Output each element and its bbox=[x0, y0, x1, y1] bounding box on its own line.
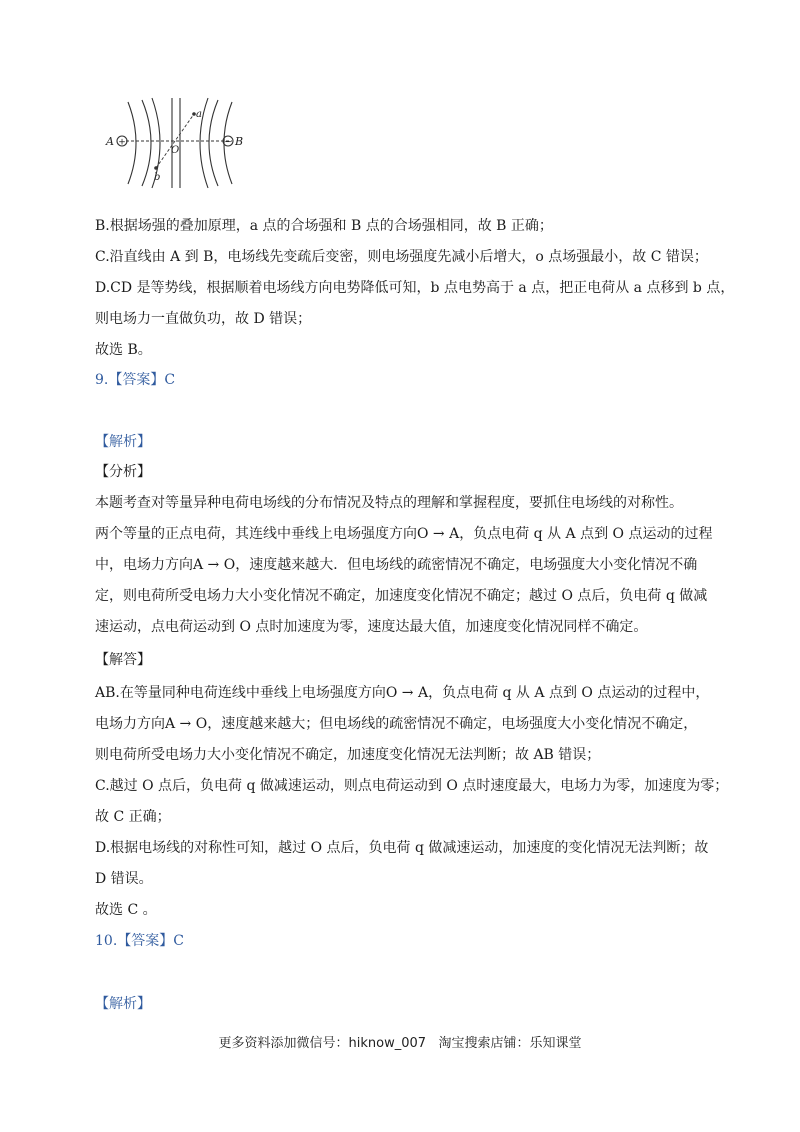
jieda-heading: 【解答】 bbox=[95, 652, 151, 668]
text-line: C.沿直线由 A 到 B，电场线先变疏后变密，则电场强度先减小后增大，o 点场强最小，故 C 错误； bbox=[95, 249, 708, 265]
text-line: 电场力方向A → O，速度越来越大；但电场线的疏密情况不确定，电场强度大小变化情况不确定， bbox=[95, 716, 698, 732]
text-line: 则电场力一直做负功，故 D 错误； bbox=[95, 311, 312, 327]
text-line: 故选 C 。 bbox=[95, 902, 157, 918]
text-line: 中，电场力方向A → O，速度越来越大．但电场线的疏密情况不确定，电场强度大小变化情况不确 bbox=[95, 557, 698, 573]
text-line: D.根据电场线的对称性可知，越过 O 点后，负电荷 q 做减速运动，加速度的变化情况无法判断；故 bbox=[95, 840, 709, 856]
footer-ad: 更多资料添加微信号：hiknow_007 淘宝搜索店铺：乐知课堂 bbox=[218, 1036, 582, 1051]
field-line bbox=[128, 102, 136, 184]
text-line: 故 C 正确； bbox=[95, 809, 171, 825]
text-line: AB.在等量同种电荷连线中垂线上电场强度方向O → A，负点电荷 q 从 A 点到 O 点运动的过程中， bbox=[95, 685, 710, 701]
answer-heading-9: 9.【答案】C bbox=[95, 372, 176, 388]
text-line: 速运动，点电荷运动到 O 点时加速度为零，速度达最大值，加速度变化情况同样不确定。 bbox=[95, 619, 648, 635]
text-line: 故选 B。 bbox=[95, 342, 152, 358]
label-A: A bbox=[106, 135, 114, 148]
text-line: 定，则电荷所受电场力大小变化情况不确定，加速度变化情况不确定；越过 O 点后，负电荷 q 做减 bbox=[95, 588, 708, 604]
field-line bbox=[142, 100, 151, 186]
label-O: O bbox=[171, 145, 180, 156]
text-line: 则电荷所受电场力大小变化情况不确定，加速度变化情况无法判断；故 AB 错误； bbox=[95, 747, 601, 763]
text-line: 两个等量的正点电荷，其连线中垂线上电场强度方向O → A，负点电荷 q 从 A 点到 O 点运动的过程 bbox=[95, 526, 713, 542]
answer-heading-10: 10.【答案】C bbox=[95, 933, 184, 949]
field-line bbox=[209, 100, 218, 186]
electric-field-diagram bbox=[100, 96, 260, 190]
fenxi-heading: 【分析】 bbox=[95, 464, 151, 480]
analysis-heading: 【解析】 bbox=[95, 434, 151, 450]
point-b bbox=[154, 166, 158, 170]
text-line: D 错误。 bbox=[95, 871, 153, 887]
label-a: a bbox=[196, 109, 202, 120]
analysis-heading: 【解析】 bbox=[95, 996, 151, 1012]
label-B: B bbox=[235, 135, 244, 148]
plus-sign: + bbox=[118, 137, 126, 148]
label-b: b bbox=[154, 172, 161, 183]
text-line: 本题考查对等量异种电荷电场线的分布情况及特点的理解和掌握程度，要抓住电场线的对称性。 bbox=[95, 495, 683, 511]
text-line: C.越过 O 点后，负电荷 q 做减速运动，则点电荷运动到 O 点时速度最大，电场力为零，加速度为零； bbox=[95, 778, 729, 794]
minus-sign: − bbox=[224, 137, 232, 148]
text-line: B.根据场强的叠加原理，a 点的合场强和 B 点的合场强相同，故 B 正确； bbox=[95, 218, 553, 234]
text-line: D.CD 是等势线，根据顺着电场线方向电势降低可知，b 点电势高于 a 点，把正电荷从 a 点移到 b 点， bbox=[95, 280, 735, 296]
